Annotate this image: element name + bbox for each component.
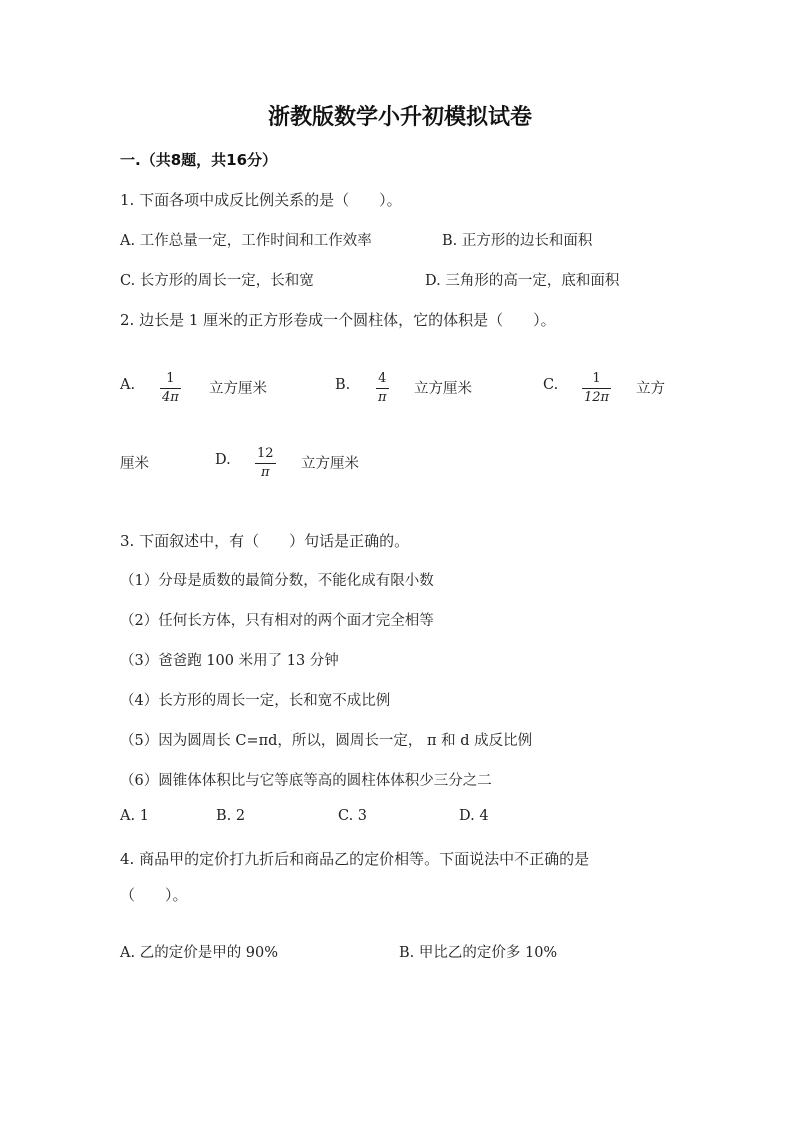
q4-stem: 4. 商品甲的定价打九折后和商品乙的定价相等。下面说法中不正确的是 [120, 850, 590, 868]
fraction-denominator: π [261, 465, 270, 480]
q3-option-d: D. 4 [459, 808, 489, 824]
fraction-bar [255, 463, 276, 464]
q2-option-b-letter: B. [335, 377, 351, 393]
q2-option-a-fraction [160, 371, 181, 405]
q2-option-d-unit: 立方厘米 [301, 456, 359, 472]
q3-option-c: C. 3 [338, 808, 368, 824]
q2-option-b-fraction [376, 371, 389, 405]
q3-option-b: B. 2 [216, 808, 246, 824]
q2-option-c-letter: C. [543, 377, 559, 393]
q1-option-c: C. 长方形的周长一定，长和宽 [120, 273, 314, 289]
q2-stem: 2. 边长是 1 厘米的正方形卷成一个圆柱体，它的体积是（ ）。 [120, 311, 556, 329]
q3-statement-2: （2）任何长方体，只有相对的两个面才完全相等 [120, 613, 434, 629]
fraction-numerator: 12 [257, 446, 274, 461]
q3-option-a: A. 1 [120, 808, 149, 824]
q2-option-b-unit: 立方厘米 [414, 381, 472, 397]
q3-statement-3: （3）爸爸跑 100 米用了 13 分钟 [120, 653, 339, 669]
q1-option-b: B. 正方形的边长和面积 [442, 233, 593, 249]
fraction-denominator: 4π [162, 390, 179, 405]
fraction-bar [160, 388, 181, 389]
q3-statement-5: （5）因为圆周长 C=πd，所以，圆周长一定， π 和 d 成反比例 [120, 733, 533, 749]
q3-statement-4: （4）长方形的周长一定，长和宽不成比例 [120, 693, 391, 709]
q1-option-d: D. 三角形的高一定，底和面积 [425, 273, 620, 289]
q2-option-a-letter: A. [120, 377, 136, 393]
q2-option-a-unit: 立方厘米 [209, 381, 267, 397]
q2-option-c-unit: 立方 [636, 381, 665, 397]
q1-option-a: A. 工作总量一定，工作时间和工作效率 [120, 233, 372, 249]
q2-option-c-fraction [582, 371, 611, 405]
fraction-numerator: 1 [592, 371, 601, 386]
q4-stem-wrap: （ ）。 [120, 886, 188, 904]
q3-stem: 3. 下面叙述中，有（ ）句话是正确的。 [120, 532, 410, 550]
page-title: 浙教版数学小升初模拟试卷 [267, 105, 532, 130]
fraction-numerator: 4 [378, 371, 387, 386]
q4-option-b: B. 甲比乙的定价多 10% [399, 945, 558, 961]
fraction-denominator: π [378, 390, 387, 405]
fraction-bar [582, 388, 611, 389]
fraction-denominator: 12π [584, 390, 610, 405]
q1-stem: 1. 下面各项中成反比例关系的是（ ）。 [120, 191, 402, 209]
fraction-numerator: 1 [166, 371, 175, 386]
q2-option-c-unit-wrap: 厘米 [120, 456, 149, 472]
fraction-bar [376, 388, 389, 389]
q3-statement-6: （6）圆锥体体积比与它等底等高的圆柱体体积少三分之二 [120, 773, 492, 789]
q2-option-d-fraction [255, 446, 276, 480]
q2-option-d-letter: D. [215, 452, 231, 468]
q3-statement-1: （1）分母是质数的最简分数，不能化成有限小数 [120, 573, 434, 589]
q4-option-a: A. 乙的定价是甲的 90% [120, 945, 279, 961]
section-heading: 一.（共8题，共16分） [120, 151, 278, 169]
